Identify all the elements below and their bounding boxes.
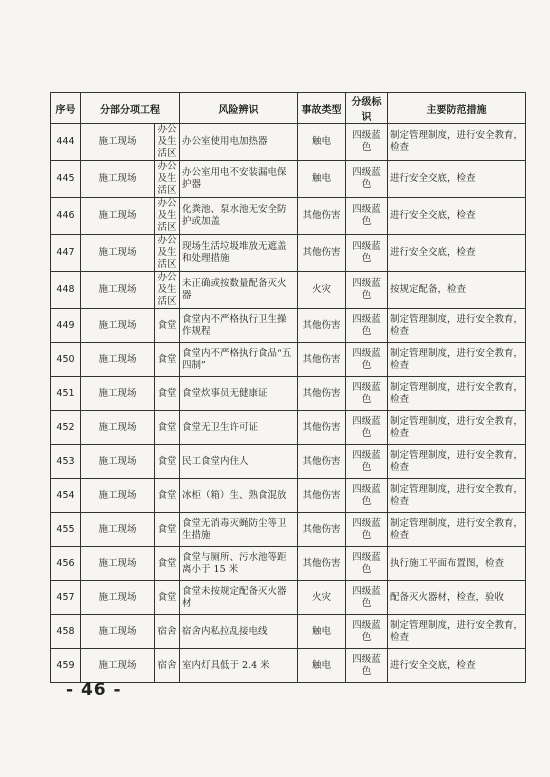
cell-project: 施工现场	[81, 615, 155, 649]
cell-measure: 制定管理制度，进行安全教育，检查	[388, 343, 526, 377]
cell-level: 四级蓝色	[346, 124, 388, 161]
cell-sub: 办公及生活区	[155, 198, 180, 235]
cell-risk: 食堂无卫生许可证	[180, 411, 298, 445]
cell-sub: 食堂	[155, 411, 180, 445]
cell-level: 四级蓝色	[346, 377, 388, 411]
cell-project: 施工现场	[81, 161, 155, 198]
cell-risk: 食堂未按规定配备灭火器材	[180, 581, 298, 615]
header-type: 事故类型	[298, 93, 346, 124]
cell-level: 四级蓝色	[346, 513, 388, 547]
cell-risk: 办公室使用电加热器	[180, 124, 298, 161]
cell-project: 施工现场	[81, 124, 155, 161]
cell-risk: 未正确或按数量配备灭火器	[180, 272, 298, 309]
cell-sub: 食堂	[155, 445, 180, 479]
cell-seq: 459	[51, 649, 81, 683]
table-row	[51, 235, 526, 272]
cell-level: 四级蓝色	[346, 649, 388, 683]
cell-project: 施工现场	[81, 343, 155, 377]
cell-measure: 制定管理制度，进行安全教育，检查	[388, 615, 526, 649]
header-project: 分部分项工程	[81, 93, 180, 124]
cell-sub: 办公及生活区	[155, 272, 180, 309]
table-row	[51, 198, 526, 235]
cell-measure: 制定管理制度，进行安全教育，检查	[388, 513, 526, 547]
cell-type: 其他伤害	[298, 513, 346, 547]
cell-sub: 办公及生活区	[155, 161, 180, 198]
cell-level: 四级蓝色	[346, 198, 388, 235]
cell-measure: 制定管理制度，进行安全教育，检查	[388, 445, 526, 479]
cell-type: 其他伤害	[298, 198, 346, 235]
cell-project: 施工现场	[81, 581, 155, 615]
cell-seq: 453	[51, 445, 81, 479]
cell-type: 其他伤害	[298, 445, 346, 479]
cell-project: 施工现场	[81, 445, 155, 479]
cell-project: 施工现场	[81, 411, 155, 445]
cell-level: 四级蓝色	[346, 161, 388, 198]
cell-measure: 进行安全交底，检查	[388, 649, 526, 683]
cell-seq: 455	[51, 513, 81, 547]
table-row	[51, 161, 526, 198]
cell-type: 其他伤害	[298, 547, 346, 581]
cell-level: 四级蓝色	[346, 343, 388, 377]
header-measure: 主要防范措施	[388, 93, 526, 124]
table-row	[51, 272, 526, 309]
cell-type: 触电	[298, 649, 346, 683]
cell-type: 其他伤害	[298, 235, 346, 272]
cell-type: 火灾	[298, 272, 346, 309]
cell-type: 触电	[298, 615, 346, 649]
cell-measure: 配备灭火器材，检查，验收	[388, 581, 526, 615]
cell-level: 四级蓝色	[346, 547, 388, 581]
risk-table	[50, 92, 526, 683]
cell-project: 施工现场	[81, 198, 155, 235]
cell-risk: 民工食堂内住人	[180, 445, 298, 479]
cell-measure: 制定管理制度，进行安全教育，检查	[388, 411, 526, 445]
header-seq: 序号	[51, 93, 81, 124]
cell-sub: 食堂	[155, 377, 180, 411]
table-row	[51, 513, 526, 547]
cell-risk: 冰柜（箱）生、熟食混放	[180, 479, 298, 513]
cell-seq: 456	[51, 547, 81, 581]
cell-risk: 食堂与厕所、污水池等距离小于 15 米	[180, 547, 298, 581]
table-row	[51, 343, 526, 377]
cell-level: 四级蓝色	[346, 479, 388, 513]
cell-level: 四级蓝色	[346, 235, 388, 272]
cell-level: 四级蓝色	[346, 581, 388, 615]
cell-risk: 化粪池、泵水池无安全防护或加盖	[180, 198, 298, 235]
cell-seq: 444	[51, 124, 81, 161]
cell-sub: 食堂	[155, 343, 180, 377]
cell-type: 触电	[298, 124, 346, 161]
cell-risk: 食堂内不严格执行卫生操作规程	[180, 309, 298, 343]
cell-type: 火灾	[298, 581, 346, 615]
cell-risk: 食堂无消毒灭蝇防尘等卫生措施	[180, 513, 298, 547]
cell-project: 施工现场	[81, 513, 155, 547]
table-row	[51, 445, 526, 479]
cell-measure: 制定管理制度，进行安全教育，检查	[388, 309, 526, 343]
cell-risk: 办公室用电不安装漏电保护器	[180, 161, 298, 198]
cell-seq: 446	[51, 198, 81, 235]
cell-sub: 食堂	[155, 547, 180, 581]
cell-sub: 办公及生活区	[155, 124, 180, 161]
cell-risk: 现场生活垃圾堆放无遮盖和处理措施	[180, 235, 298, 272]
cell-project: 施工现场	[81, 272, 155, 309]
table-row	[51, 377, 526, 411]
cell-measure: 制定管理制度，进行安全教育，检查	[388, 479, 526, 513]
page-number: - 46 -	[66, 680, 122, 700]
cell-seq: 457	[51, 581, 81, 615]
cell-level: 四级蓝色	[346, 411, 388, 445]
header-level: 分级标识	[346, 93, 388, 124]
table-row	[51, 411, 526, 445]
cell-type: 触电	[298, 161, 346, 198]
cell-project: 施工现场	[81, 377, 155, 411]
table-row	[51, 581, 526, 615]
cell-project: 施工现场	[81, 235, 155, 272]
table-row	[51, 615, 526, 649]
cell-sub: 食堂	[155, 513, 180, 547]
cell-measure: 进行安全交底，检查	[388, 198, 526, 235]
cell-measure: 制定管理制度，进行安全教育，检查	[388, 377, 526, 411]
cell-type: 其他伤害	[298, 343, 346, 377]
cell-seq: 452	[51, 411, 81, 445]
cell-project: 施工现场	[81, 479, 155, 513]
cell-seq: 447	[51, 235, 81, 272]
cell-project: 施工现场	[81, 649, 155, 683]
table-row	[51, 547, 526, 581]
cell-seq: 454	[51, 479, 81, 513]
cell-measure: 制定管理制度，进行安全教育，检查	[388, 124, 526, 161]
cell-sub: 宿舍	[155, 615, 180, 649]
cell-risk: 食堂内不严格执行食品“五四制”	[180, 343, 298, 377]
header-risk: 风险辨识	[180, 93, 298, 124]
table-row	[51, 124, 526, 161]
cell-project: 施工现场	[81, 547, 155, 581]
cell-measure: 执行施工平面布置图，检查	[388, 547, 526, 581]
cell-measure: 按规定配备，检查	[388, 272, 526, 309]
table-header-row	[51, 93, 526, 124]
cell-seq: 451	[51, 377, 81, 411]
table-row	[51, 649, 526, 683]
table-row	[51, 479, 526, 513]
cell-risk: 食堂炊事员无健康证	[180, 377, 298, 411]
cell-type: 其他伤害	[298, 411, 346, 445]
cell-sub: 食堂	[155, 309, 180, 343]
cell-measure: 进行安全交底，检查	[388, 161, 526, 198]
cell-sub: 食堂	[155, 479, 180, 513]
cell-level: 四级蓝色	[346, 615, 388, 649]
cell-seq: 449	[51, 309, 81, 343]
cell-measure: 进行安全交底，检查	[388, 235, 526, 272]
cell-seq: 458	[51, 615, 81, 649]
cell-seq: 450	[51, 343, 81, 377]
cell-risk: 宿舍内私拉乱接电线	[180, 615, 298, 649]
cell-sub: 宿舍	[155, 649, 180, 683]
cell-seq: 445	[51, 161, 81, 198]
cell-project: 施工现场	[81, 309, 155, 343]
cell-sub: 办公及生活区	[155, 235, 180, 272]
cell-risk: 室内灯具低于 2.4 米	[180, 649, 298, 683]
cell-seq: 448	[51, 272, 81, 309]
cell-type: 其他伤害	[298, 479, 346, 513]
table-row	[51, 309, 526, 343]
cell-level: 四级蓝色	[346, 272, 388, 309]
cell-sub: 食堂	[155, 581, 180, 615]
cell-level: 四级蓝色	[346, 445, 388, 479]
cell-type: 其他伤害	[298, 377, 346, 411]
cell-level: 四级蓝色	[346, 309, 388, 343]
cell-type: 其他伤害	[298, 309, 346, 343]
